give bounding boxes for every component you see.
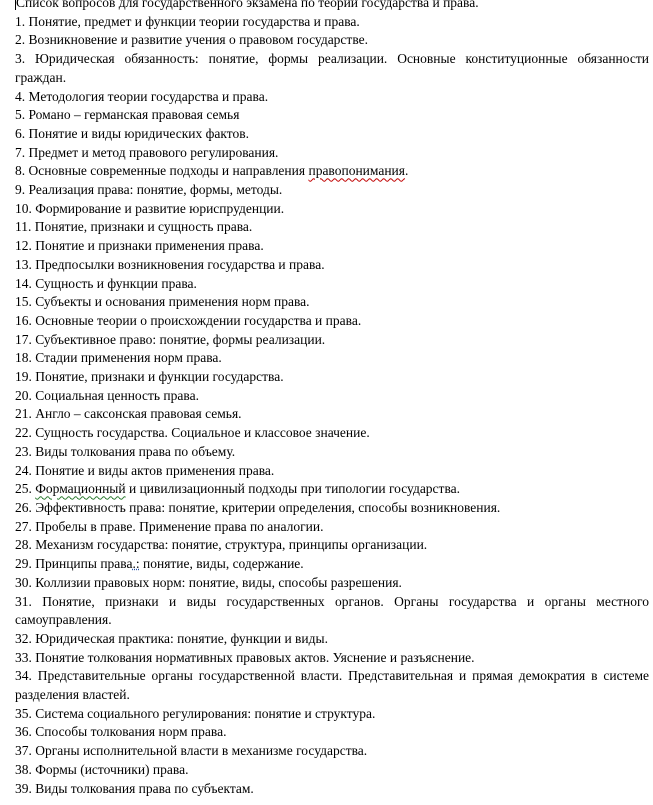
question-item-22: 22. Сущность государства. Социальное и классовое значение. xyxy=(15,425,370,441)
question-item-21: 21. Англо – саксонская правовая семья. xyxy=(15,406,242,422)
question-item-1: 1. Понятие, предмет и функции теории государства и права. xyxy=(15,13,360,29)
question-item-38: 38. Формы (источники) права. xyxy=(15,761,189,777)
question-item-7: 7. Предмет и метод правового регулирования. xyxy=(15,144,279,160)
question-item-20: 20. Социальная ценность права. xyxy=(15,387,199,403)
grammar-mark: Формационный xyxy=(35,481,126,497)
question-item-2: 2. Возникновение и развитие учения о правовом государстве. xyxy=(15,32,368,48)
question-item-6: 6. Понятие и виды юридических фактов. xyxy=(15,125,249,141)
question-item-8: 8. Основные современные подходы и направления правопонимания. xyxy=(15,163,409,179)
question-item-13: 13. Предпосылки возникновения государства и права. xyxy=(15,256,325,272)
question-item-5: 5. Романо – германская правовая семья xyxy=(15,107,240,123)
question-item-32: 32. Юридическая практика: понятие, функции и виды. xyxy=(15,630,328,646)
question-item-34: 34. Представительные органы государственной власти. Представительная и прямая демократия в системе разделения властей. xyxy=(15,668,649,703)
question-item-24: 24. Понятие и виды актов применения права. xyxy=(15,462,275,478)
question-item-39: 39. Виды толкования права по субъектам. xyxy=(15,780,254,796)
question-item-3: 3. Юридическая обязанность: понятие, формы реализации. Основные конституционные обязанности граждан. xyxy=(15,51,649,85)
question-item-17: 17. Субъективное право: понятие, формы реализации. xyxy=(15,331,326,347)
question-item-4: 4. Методология теории государства и права. xyxy=(15,88,269,104)
question-item-27: 27. Пробелы в праве. Применение права по аналогии. xyxy=(15,518,324,534)
question-item-19: 19. Понятие, признаки и функции государства. xyxy=(15,369,284,385)
question-item-35: 35. Система социального регулирования: понятие и структура. xyxy=(15,705,376,721)
question-item-16: 16. Основные теории о происхождении государства и права. xyxy=(15,312,362,328)
question-item-12: 12. Понятие и признаки применения права. xyxy=(15,238,264,254)
question-list xyxy=(15,13,649,799)
punctuation-mark: .: xyxy=(132,556,140,572)
question-item-36: 36. Способы толкования норм права. xyxy=(15,724,227,740)
spelling-mark: правопонимания xyxy=(308,163,405,179)
question-item-11: 11. Понятие, признаки и сущность права. xyxy=(15,219,253,235)
question-item-28: 28. Механизм государства: понятие, структура, принципы организации. xyxy=(15,537,428,553)
question-item-23: 23. Виды толкования права по объему. xyxy=(15,443,236,459)
question-item-14: 14. Сущность и функции права. xyxy=(15,275,197,291)
question-item-26: 26. Эффективность права: понятие, критерии определения, способы возникновения. xyxy=(15,499,501,515)
question-item-10: 10. Формирование и развитие юриспруденции. xyxy=(15,200,285,216)
question-item-30: 30. Коллизии правовых норм: понятие, виды, способы разрешения. xyxy=(15,574,402,590)
question-item-25: 25. Формационный и цивилизационный подходы при типологии государства. xyxy=(15,481,461,497)
question-item-33: 33. Понятие толкования нормативных правовых актов. Уяснение и разъяснение. xyxy=(15,649,475,665)
question-item-9: 9. Реализация права: понятие, формы, методы. xyxy=(15,182,283,198)
question-item-37: 37. Органы исполнительной власти в механизме государства. xyxy=(15,743,368,759)
question-item-31: 31. Понятие, признаки и виды государственных органов. Органы государства и органы местного самоуправления. xyxy=(15,593,649,628)
question-item-18: 18. Стадии применения норм права. xyxy=(15,350,222,366)
document-title xyxy=(15,0,649,13)
question-item-29: 29. Принципы права.: понятие, виды, содержание. xyxy=(15,556,304,572)
title-text: Список вопросов для государственного экзамена по теории государства и права. xyxy=(16,0,479,10)
question-item-15: 15. Субъекты и основания применения норм права. xyxy=(15,294,310,310)
